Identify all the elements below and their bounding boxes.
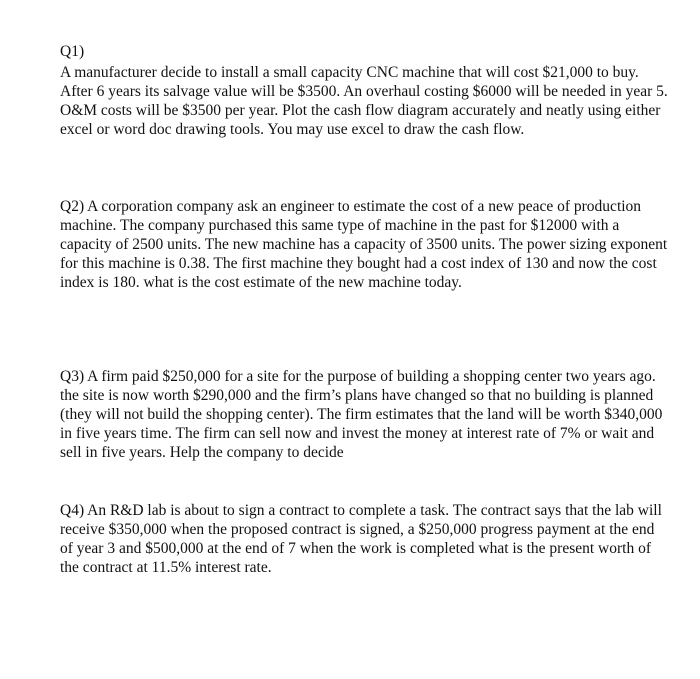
question-3-text: Q3) A firm paid $250,000 for a site for the purpose of building a shopping center two years ago. the site is now worth $290,000 and the firm’s plans have changed so that no building is planned (they will not build the shopping center). The firm estimates that the land will be worth $340,000 in five years time. The firm can sell now and invest the money at interest rate of 7% or wait and sell in five years. Help the company to decide	[60, 368, 663, 461]
question-4-text: Q4) An R&D lab is about to sign a contract to complete a task. The contract says that the lab will receive $350,000 when the proposed contract is signed, a $250,000 progress payment at the end of year 3 and $500,000 at the end of 7 when the work is completed what is the present worth of the contract at 11.5% interest rate.	[60, 502, 662, 576]
question-1-label: Q1)	[60, 43, 85, 60]
question-2-text: Q2) A corporation company ask an engineer to estimate the cost of a new peace of production machine. The company purchased this same type of machine in the past for $12000 with a capacity of 2500 units. The new machine has a capacity of 3500 units. The power sizing exponent for this machine is 0.38. The first machine they bought had a cost index of 130 and now the cost index is 180. what is the cost estimate of the new machine today.	[60, 198, 668, 291]
question-1-text: A manufacturer decide to install a small capacity CNC machine that will cost $21,000 to buy. After 6 years its salvage value will be $3500. An overhaul costing $6000 will be needed in year 5. O&M costs will be $3500 per year. Plot the cash flow diagram accurately and neatly using either excel or word doc drawing tools. You may use excel to draw the cash flow.	[60, 64, 668, 138]
